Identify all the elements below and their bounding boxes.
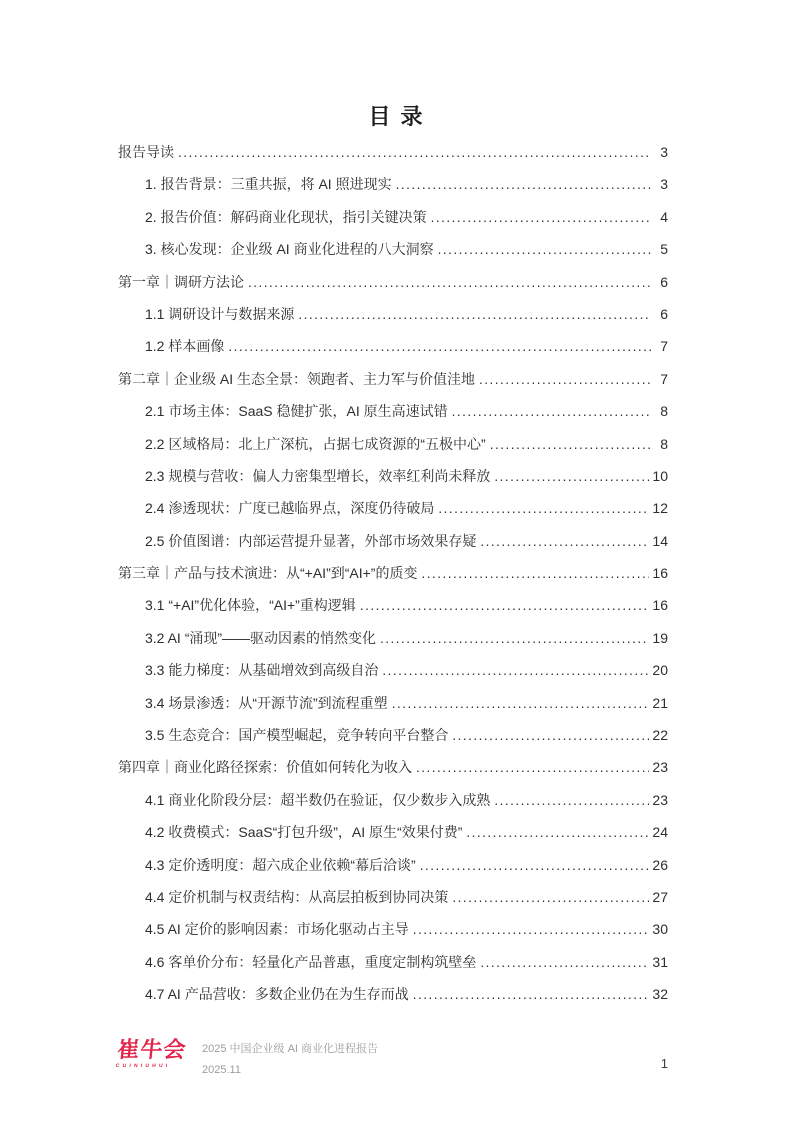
toc-entry-label: 3.5 生态竞合：国产模型崛起，竞争转向平台整合 bbox=[145, 727, 449, 744]
dot-leader bbox=[178, 136, 651, 169]
logo-subtext: CUINIUHUI bbox=[115, 1063, 171, 1069]
toc-entry-label: 2.1 市场主体：SaaS 稳健扩张，AI 原生高速试错 bbox=[145, 403, 448, 420]
toc-entry-label: 2.3 规模与营收：偏人力密集型增长，效率红利尚未释放 bbox=[145, 467, 491, 484]
toc-entry-page: 20 bbox=[652, 662, 668, 679]
toc-entry-label: 第三章｜产品与技术演进：从“+AI”到“AI+”的质变 bbox=[118, 565, 418, 582]
toc-entry[interactable] bbox=[118, 266, 668, 298]
footer-report-title: 2025 中国企业级 AI 商业化进程报告 bbox=[202, 1043, 379, 1055]
footer-meta bbox=[202, 1038, 378, 1081]
toc-entry-page: 7 bbox=[660, 370, 668, 387]
dot-leader bbox=[480, 946, 649, 979]
toc-entry[interactable] bbox=[118, 330, 668, 362]
dot-leader bbox=[380, 622, 649, 655]
dot-leader bbox=[438, 492, 649, 525]
toc-entry[interactable] bbox=[118, 363, 668, 395]
dot-leader bbox=[248, 266, 651, 299]
dot-leader bbox=[421, 557, 649, 590]
dot-leader bbox=[452, 719, 649, 752]
dot-leader bbox=[490, 428, 651, 461]
toc-entry-label: 2.5 价值图谱：内部运营提升显著，外部市场效果存疑 bbox=[145, 532, 477, 549]
toc-entry-label: 4.5 AI 定价的影响因素：市场化驱动占主导 bbox=[145, 921, 409, 938]
toc-entry-page: 32 bbox=[652, 986, 668, 1003]
dot-leader bbox=[413, 913, 650, 946]
toc-entry[interactable] bbox=[118, 784, 668, 816]
toc-entry-label: 1.1 调研设计与数据来源 bbox=[145, 305, 295, 322]
dot-leader bbox=[452, 881, 649, 914]
toc-entry-page: 8 bbox=[660, 403, 668, 420]
toc-entry-label: 2.4 渗透现状：广度已越临界点，深度仍待破局 bbox=[145, 500, 435, 517]
toc-entry-page: 3 bbox=[660, 144, 668, 160]
toc-entry-label: 3.4 场景渗透：从“开源节流”到流程重塑 bbox=[145, 694, 388, 711]
dot-leader bbox=[479, 363, 651, 396]
toc-entry-label: 3.3 能力梯度：从基础增效到高级自治 bbox=[145, 662, 379, 679]
page-title: 目 录 bbox=[368, 104, 425, 129]
toc-entry-page: 4 bbox=[660, 208, 668, 225]
dot-leader bbox=[438, 233, 651, 266]
toc-entry-label: 第二章｜企业级 AI 生态全景：领跑者、主力军与价值洼地 bbox=[118, 370, 476, 387]
toc-entry[interactable] bbox=[118, 881, 668, 913]
dot-leader bbox=[494, 784, 649, 817]
toc-entry-label: 报告导读 bbox=[118, 144, 174, 160]
toc-entry-page: 26 bbox=[652, 856, 668, 873]
toc-entry-page: 16 bbox=[652, 597, 668, 614]
toc-entry[interactable] bbox=[118, 622, 668, 654]
toc-entry-label: 2. 报告价值：解码商业化现状，指引关键决策 bbox=[145, 208, 427, 225]
toc-entry-label: 4.1 商业化阶段分层：超半数仍在验证，仅少数步入成熟 bbox=[145, 791, 491, 808]
toc-entry-page: 23 bbox=[652, 759, 668, 776]
toc-entry[interactable] bbox=[118, 557, 668, 589]
toc-entry-label: 4.6 客单价分布：轻量化产品普惠，重度定制构筑壁垒 bbox=[145, 953, 477, 970]
toc-entry[interactable] bbox=[118, 849, 668, 881]
toc-entry-page: 3 bbox=[660, 176, 668, 193]
toc-entry-label: 1.2 样本画像 bbox=[145, 338, 225, 355]
toc-entry-label: 1. 报告背景：三重共振，将 AI 照进现实 bbox=[145, 176, 392, 193]
toc-entry-label: 3. 核心发现：企业级 AI 商业化进程的八大洞察 bbox=[145, 241, 434, 258]
dot-leader bbox=[360, 589, 650, 622]
dot-leader bbox=[420, 849, 650, 882]
toc-entry-page: 27 bbox=[652, 888, 668, 905]
toc-entry-page: 23 bbox=[652, 791, 668, 808]
dot-leader bbox=[431, 201, 651, 234]
toc-entry[interactable] bbox=[118, 395, 668, 427]
toc-entry-page: 6 bbox=[660, 273, 668, 290]
toc-entry-label: 3.1 “+AI”优化体验，“AI+”重构逻辑 bbox=[145, 597, 356, 614]
dot-leader bbox=[480, 525, 649, 558]
toc-entry[interactable] bbox=[118, 687, 668, 719]
toc-entry-label: 2.2 区域格局：北上广深杭，占据七成资源的“五极中心” bbox=[145, 435, 486, 452]
toc-entry-label: 4.4 定价机制与权责结构：从高层拍板到协同决策 bbox=[145, 888, 449, 905]
dot-leader bbox=[413, 978, 650, 1011]
footer-date: 2025.11 bbox=[202, 1064, 241, 1076]
dot-leader bbox=[466, 816, 649, 849]
toc-entry-label: 4.3 定价透明度：超六成企业依赖“幕后洽谈” bbox=[145, 856, 416, 873]
toc-entry[interactable] bbox=[118, 492, 668, 524]
toc-entry-page: 16 bbox=[652, 565, 668, 582]
toc-list bbox=[118, 136, 668, 1011]
toc-entry-page: 12 bbox=[652, 500, 668, 517]
toc-entry-page: 24 bbox=[652, 824, 668, 841]
toc-entry[interactable] bbox=[118, 233, 668, 265]
dot-leader bbox=[382, 654, 649, 687]
toc-entry-page: 22 bbox=[652, 727, 668, 744]
toc-entry-page: 30 bbox=[652, 921, 668, 938]
cuiniuhui-logo bbox=[115, 1038, 187, 1070]
toc-entry-page: 10 bbox=[652, 467, 668, 484]
toc-entry[interactable] bbox=[118, 525, 668, 557]
dot-leader bbox=[416, 751, 649, 784]
dot-leader bbox=[228, 330, 651, 363]
toc-entry-label: 第一章｜调研方法论 bbox=[118, 273, 244, 290]
footer bbox=[117, 1038, 378, 1081]
toc-entry[interactable] bbox=[118, 428, 668, 460]
toc-entry-page: 5 bbox=[660, 241, 668, 258]
toc-entry[interactable] bbox=[118, 589, 668, 621]
toc-entry[interactable] bbox=[118, 201, 668, 233]
dot-leader bbox=[298, 298, 651, 331]
toc-entry[interactable] bbox=[118, 978, 668, 1010]
toc-entry[interactable] bbox=[118, 654, 668, 686]
dot-leader bbox=[392, 687, 650, 720]
logo-text: 崔牛会 bbox=[116, 1037, 188, 1062]
toc-entry[interactable] bbox=[118, 816, 668, 848]
toc-entry[interactable] bbox=[118, 719, 668, 751]
toc-entry[interactable] bbox=[118, 298, 668, 330]
toc-entry-label: 4.2 收费模式：SaaS“打包升级”，AI 原生“效果付费” bbox=[145, 824, 463, 841]
page-number: 1 bbox=[660, 1056, 668, 1071]
toc-entry-label: 3.2 AI “涌现”——驱动因素的悄然变化 bbox=[145, 629, 377, 646]
toc-entry-page: 7 bbox=[660, 338, 668, 355]
toc-entry[interactable] bbox=[118, 136, 668, 168]
dot-leader bbox=[396, 168, 651, 201]
toc-entry[interactable] bbox=[118, 460, 668, 492]
toc-entry[interactable] bbox=[118, 946, 668, 978]
toc-entry-page: 21 bbox=[652, 694, 668, 711]
toc-entry-label: 第四章｜商业化路径探索：价值如何转化为收入 bbox=[118, 759, 412, 776]
dot-leader bbox=[452, 395, 651, 428]
toc-entry[interactable] bbox=[118, 913, 668, 945]
toc-entry-page: 8 bbox=[660, 435, 668, 452]
toc-entry-page: 6 bbox=[660, 305, 668, 322]
toc-entry-label: 4.7 AI 产品营收：多数企业仍在为生存而战 bbox=[145, 986, 409, 1003]
dot-leader bbox=[494, 460, 649, 493]
toc-entry[interactable] bbox=[118, 751, 668, 783]
toc-entry-page: 19 bbox=[652, 629, 668, 646]
toc-entry-page: 31 bbox=[652, 953, 668, 970]
toc-entry-page: 14 bbox=[652, 532, 668, 549]
toc-entry[interactable] bbox=[118, 168, 668, 200]
